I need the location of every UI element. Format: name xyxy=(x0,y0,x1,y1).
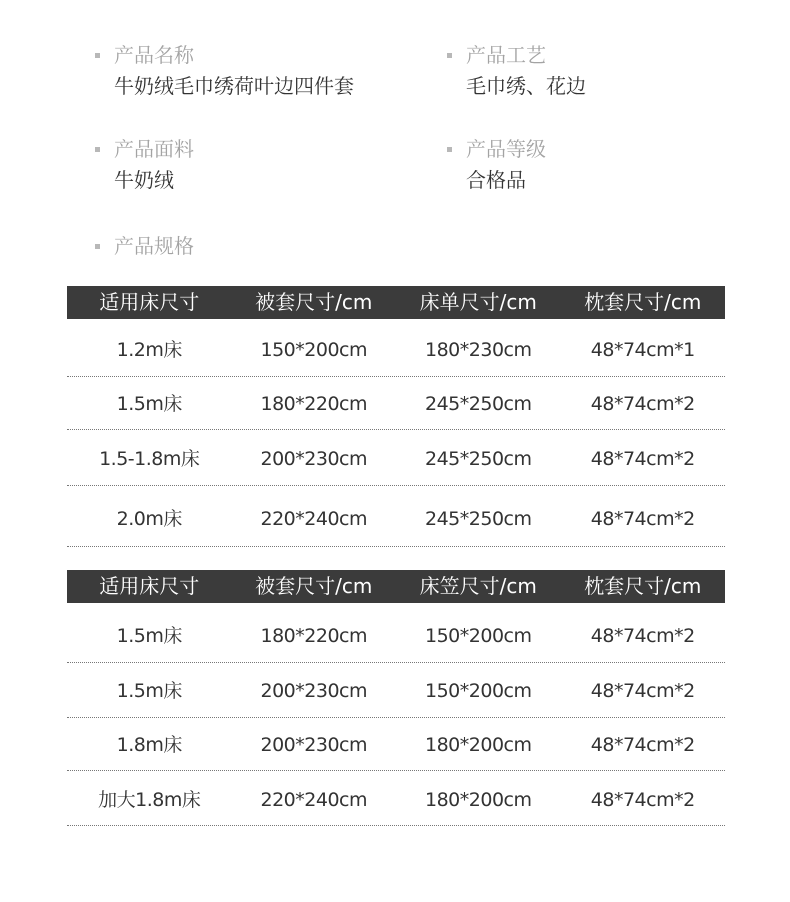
header-cell: 适用床尺寸 xyxy=(99,290,200,314)
field-product-spec xyxy=(94,234,194,258)
table-cell: 200*230cm xyxy=(260,680,367,702)
header-cell: 床笠尺寸/cm xyxy=(419,574,537,598)
table-cell: 1.5m床 xyxy=(116,680,182,702)
table-row xyxy=(67,319,725,377)
table-cell: 1.8m床 xyxy=(116,734,182,756)
table-cell: 180*220cm xyxy=(260,393,367,415)
table-cell: 245*250cm xyxy=(425,448,532,470)
table-cell: 48*74cm*2 xyxy=(590,789,695,811)
table-cell: 180*230cm xyxy=(425,339,532,361)
header-cell: 适用床尺寸 xyxy=(99,574,200,598)
table-row xyxy=(67,771,725,826)
table-row xyxy=(67,663,725,718)
table-cell: 加大1.8m床 xyxy=(98,789,201,811)
field-label: 产品规格 xyxy=(94,234,194,258)
table-cell: 1.2m床 xyxy=(116,339,182,361)
spec-table-fitted-sheet xyxy=(67,570,725,826)
table-cell: 180*200cm xyxy=(425,789,532,811)
table-row xyxy=(67,718,725,771)
table-cell: 150*200cm xyxy=(425,625,532,647)
table-row xyxy=(67,486,725,547)
table-cell: 1.5m床 xyxy=(116,393,182,415)
table-cell: 48*74cm*1 xyxy=(590,339,695,361)
table-cell: 245*250cm xyxy=(425,393,532,415)
table-cell: 220*240cm xyxy=(260,789,367,811)
table-row xyxy=(67,377,725,430)
table-cell: 48*74cm*2 xyxy=(590,680,695,702)
field-label: 产品面料 xyxy=(94,137,194,161)
table-cell: 48*74cm*2 xyxy=(590,508,695,530)
field-value: 合格品 xyxy=(466,168,526,192)
header-cell: 枕套尺寸/cm xyxy=(584,574,702,598)
table-cell: 48*74cm*2 xyxy=(590,448,695,470)
table-header xyxy=(67,570,725,603)
header-cell: 被套尺寸/cm xyxy=(255,290,373,314)
field-product-grade xyxy=(446,137,546,193)
table-header xyxy=(67,286,725,319)
table-cell: 1.5m床 xyxy=(116,625,182,647)
table-cell: 245*250cm xyxy=(425,508,532,530)
table-cell: 200*230cm xyxy=(260,734,367,756)
table-row xyxy=(67,430,725,486)
table-cell: 150*200cm xyxy=(425,680,532,702)
field-product-name xyxy=(94,43,354,99)
table-cell: 48*74cm*2 xyxy=(590,393,695,415)
table-cell: 180*220cm xyxy=(260,625,367,647)
spec-table-bedsheet xyxy=(67,286,725,547)
table-cell: 1.5-1.8m床 xyxy=(99,448,200,470)
table-row xyxy=(67,603,725,663)
field-label: 产品名称 xyxy=(94,43,354,67)
field-value: 牛奶绒毛巾绣荷叶边四件套 xyxy=(114,74,354,98)
field-label: 产品工艺 xyxy=(446,43,586,67)
table-cell: 2.0m床 xyxy=(116,508,182,530)
table-cell: 48*74cm*2 xyxy=(590,734,695,756)
table-cell: 48*74cm*2 xyxy=(590,625,695,647)
table-cell: 220*240cm xyxy=(260,508,367,530)
field-product-fabric xyxy=(94,137,194,193)
field-label: 产品等级 xyxy=(446,137,546,161)
field-value: 牛奶绒 xyxy=(114,168,174,192)
header-cell: 枕套尺寸/cm xyxy=(584,290,702,314)
table-cell: 150*200cm xyxy=(260,339,367,361)
header-cell: 床单尺寸/cm xyxy=(419,290,537,314)
table-cell: 180*200cm xyxy=(425,734,532,756)
header-cell: 被套尺寸/cm xyxy=(255,574,373,598)
field-product-craft xyxy=(446,43,586,99)
field-value: 毛巾绣、花边 xyxy=(466,74,586,98)
table-cell: 200*230cm xyxy=(260,448,367,470)
